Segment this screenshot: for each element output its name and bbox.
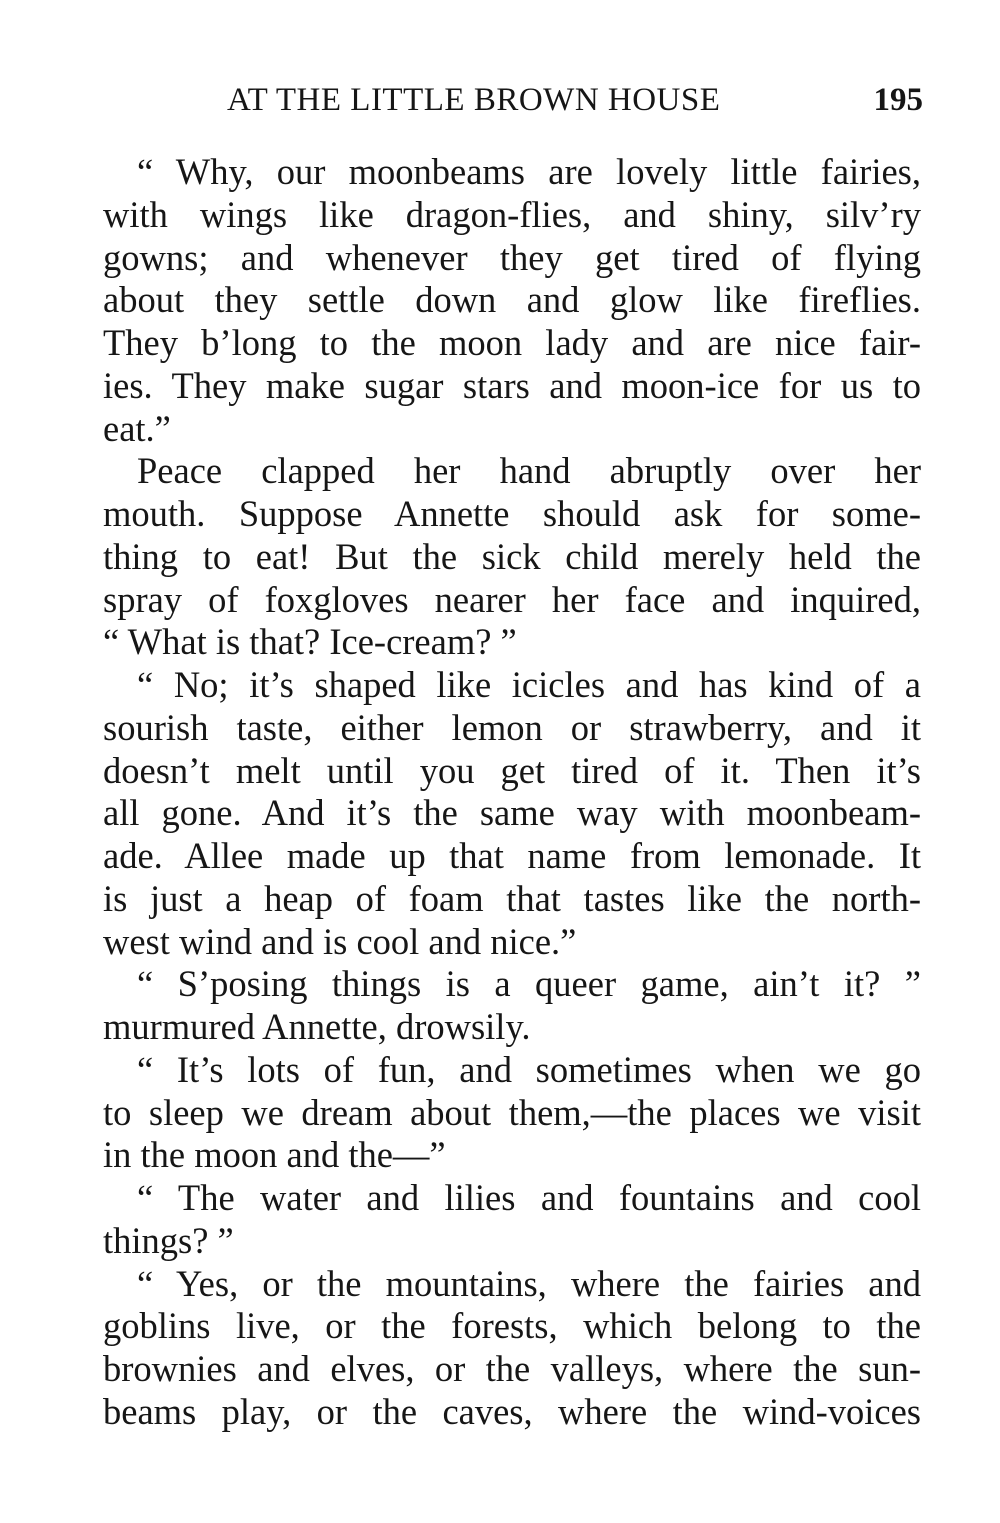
text-line: Peace clapped her hand abruptly over her — [137, 450, 921, 492]
text-line: gowns; and whenever they get tired of flying — [103, 236, 921, 278]
text-line: in the moon and the—” — [103, 1134, 446, 1176]
text-line: “ S’posing things is a queer game, ain’t it? ” — [137, 963, 921, 1005]
text-line: is just a heap of foam that tastes like the north- — [103, 877, 921, 919]
text-line: sourish taste, either lemon or strawberry, and it — [103, 706, 921, 748]
text-line: to sleep we dream about them,—the places we visit — [103, 1091, 921, 1133]
text-line: beams play, or the caves, where the wind-voices — [103, 1390, 921, 1432]
text-line: ade. Allee made up that name from lemonade. It — [103, 835, 921, 876]
text-line: “ No; it’s shaped like icicles and has kind of a — [137, 664, 921, 705]
text-line: ies. They make sugar stars and moon-ice for us to — [103, 364, 921, 406]
text-line: west wind and is cool and nice.” — [103, 920, 577, 962]
text-line: murmured Annette, drowsily. — [103, 1006, 531, 1047]
text-line: brownies and elves, or the valleys, where the sun- — [103, 1348, 921, 1389]
text-line: spray of foxgloves nearer her face and inquired, — [103, 578, 921, 620]
text-line: “ Yes, or the mountains, where the fairies and — [137, 1262, 921, 1304]
text-line: mouth. Suppose Annette should ask for some- — [103, 493, 921, 534]
text-line: all gone. And it’s the same way with moonbeam- — [103, 792, 921, 834]
text-line: thing to eat! But the sick child merely held the — [103, 535, 921, 577]
running-head — [103, 78, 923, 122]
text-line: “ What is that? Ice-cream? ” — [103, 621, 517, 663]
running-title: AT THE LITTLE BROWN HOUSE — [227, 82, 721, 118]
text-line: “ The water and lilies and fountains and cool — [137, 1177, 921, 1218]
text-line: doesn’t melt until you get tired of it. Then it’s — [103, 749, 921, 791]
text-line: things? ” — [103, 1219, 234, 1261]
text-line: about they settle down and glow like fireflies. — [103, 279, 921, 321]
body-text — [103, 151, 921, 1434]
text-line: They b’long to the moon lady and are nice fair- — [103, 322, 921, 363]
text-line: goblins live, or the forests, which belong to the — [103, 1305, 921, 1347]
text-line: eat.” — [103, 407, 171, 449]
text-line: with wings like dragon-flies, and shiny, silv’ry — [103, 193, 921, 235]
text-line: “ It’s lots of fun, and sometimes when we go — [137, 1048, 921, 1090]
text-line: “ Why, our moonbeams are lovely little fairies, — [137, 151, 921, 192]
page-number: 195 — [873, 82, 923, 118]
